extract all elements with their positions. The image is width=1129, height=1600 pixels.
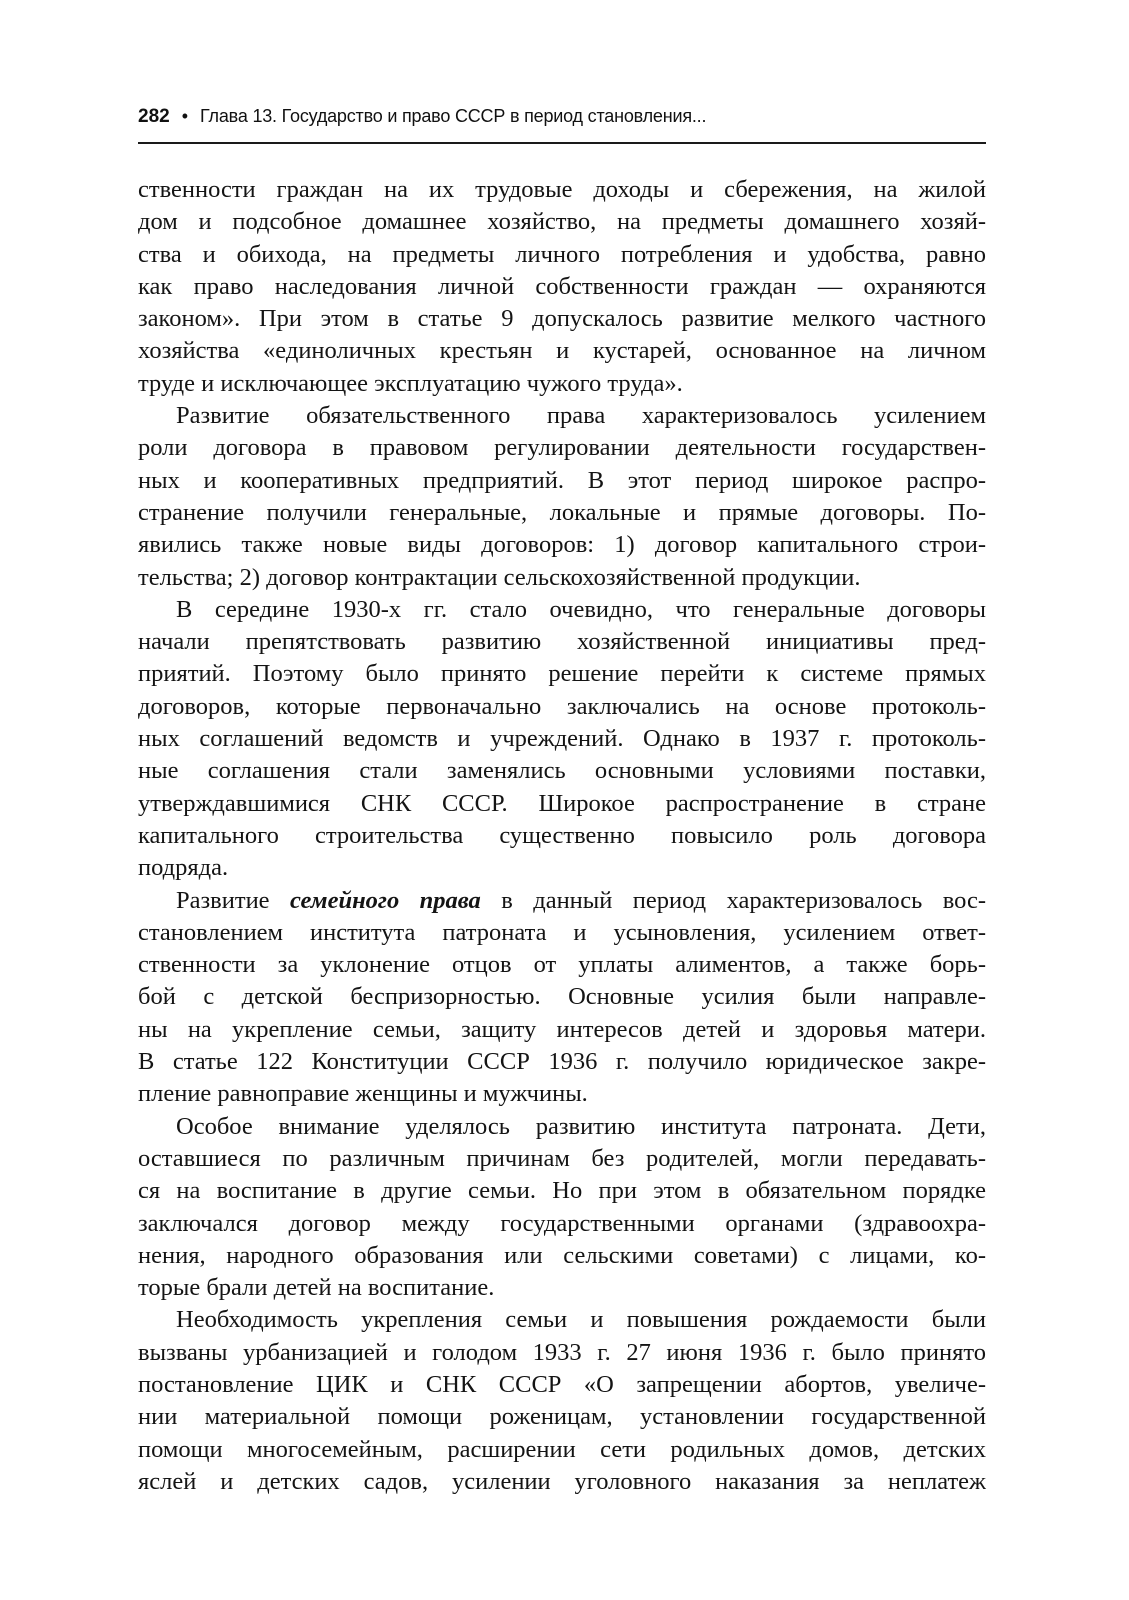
text-line: В статье 122 Конституции СССР 1936 г. получило юридическое закре- bbox=[138, 1048, 986, 1076]
running-header bbox=[138, 106, 986, 144]
paragraph bbox=[138, 885, 986, 1111]
text-line: пление равноправие женщины и мужчины. bbox=[138, 1080, 588, 1108]
text-line: бой с детской беспризорностью. Основные усилия были направле- bbox=[138, 983, 986, 1011]
text-line: роли договора в правовом регулировании деятельности государствен- bbox=[138, 434, 986, 462]
text-line: нения, народного образования или сельскими советами) с лицами, ко- bbox=[138, 1241, 986, 1269]
text-line: ства и обихода, на предметы личного потребления и удобства, равно bbox=[138, 240, 986, 268]
running-title: Глава 13. Государство и право СССР в период становления... bbox=[200, 106, 707, 126]
text-line: как право наследования личной собственности граждан — охраняются bbox=[138, 272, 986, 300]
paragraph bbox=[138, 400, 986, 594]
text-line: оставшиеся по различным причинам без родителей, могли передавать- bbox=[138, 1144, 986, 1172]
text-line: Развитие обязательственного права характеризовалось усилением bbox=[176, 402, 986, 430]
text-line: вызваны урбанизацией и голодом 1933 г. 27 июня 1936 г. было принято bbox=[138, 1338, 986, 1366]
text-line bbox=[138, 885, 986, 917]
emphasized-term: семейного права bbox=[289, 886, 481, 914]
text-line: торые брали детей на воспитание. bbox=[138, 1274, 495, 1302]
text-line: В середине 1930-х гг. стало очевидно, что генеральные договоры bbox=[176, 595, 986, 623]
text-run: Развитие bbox=[176, 886, 290, 914]
paragraph bbox=[138, 1111, 986, 1305]
text-line: становлением института патроната и усыновления, усилением ответ- bbox=[138, 918, 986, 946]
text-line: приятий. Поэтому было принято решение перейти к системе прямых bbox=[138, 660, 986, 688]
text-line: договоров, которые первоначально заключались на основе протоколь- bbox=[138, 692, 986, 720]
text-line: ся на воспитание в другие семьи. Но при этом в обязательном порядке bbox=[138, 1177, 986, 1205]
text-line: нии материальной помощи роженицам, установлении государственной bbox=[138, 1403, 986, 1431]
text-line: утверждавшимися СНК СССР. Широкое распространение в стране bbox=[138, 789, 986, 817]
text-line: ных и кооперативных предприятий. В этот период широкое распро- bbox=[138, 466, 986, 494]
text-run: в данный период характеризовалось вос- bbox=[480, 886, 986, 914]
text-line: странение получили генеральные, локальные и прямые договоры. По- bbox=[138, 498, 986, 526]
text-line: тельства; 2) договор контрактации сельскохозяйственной продукции. bbox=[138, 563, 861, 591]
text-line: помощи многосемейным, расширении сети родильных домов, детских bbox=[138, 1435, 986, 1463]
text-line: заключался договор между государственными органами (здравоохра- bbox=[138, 1209, 986, 1237]
header-bullet: • bbox=[181, 106, 189, 126]
text-line: дом и подсобное домашнее хозяйство, на предметы домашнего хозяй- bbox=[138, 208, 986, 236]
text-line: ных соглашений ведомств и учреждений. Однако в 1937 г. протоколь- bbox=[138, 725, 986, 753]
text-line: явились также новые виды договоров: 1) договор капитального строи- bbox=[138, 531, 986, 559]
text-line: начали препятствовать развитию хозяйственной инициативы пред- bbox=[138, 628, 986, 656]
text-line: законом». При этом в статье 9 допускалось развитие мелкого частного bbox=[138, 305, 986, 333]
text-line: подряда. bbox=[138, 854, 229, 882]
text-line: капитального строительства существенно повысило роль договора bbox=[138, 821, 986, 849]
paragraph bbox=[138, 174, 986, 400]
text-line: труде и исключающее эксплуатацию чужого труда». bbox=[138, 369, 683, 397]
text-line: хозяйства «единоличных крестьян и кустарей, основанное на личном bbox=[138, 337, 986, 365]
body-text bbox=[138, 174, 986, 1498]
text-line: ны на укрепление семьи, защиту интересов детей и здоровья матери. bbox=[138, 1015, 986, 1043]
text-line: яслей и детских садов, усилении уголовного наказания за неплатеж bbox=[138, 1467, 986, 1495]
text-line: постановление ЦИК и СНК СССР «О запрещении абортов, увеличе- bbox=[138, 1370, 986, 1398]
text-line: ственности граждан на их трудовые доходы и сбережения, на жилой bbox=[138, 176, 986, 203]
text-line: Необходимость укрепления семьи и повышения рождаемости были bbox=[176, 1306, 986, 1334]
text-line: ственности за уклонение отцов от уплаты алиментов, а также борь- bbox=[138, 951, 986, 979]
text-line: ные соглашения стали заменялись основными условиями поставки, bbox=[138, 757, 986, 785]
page-number: 282 bbox=[138, 106, 170, 127]
text-line: Особое внимание уделялось развитию института патроната. Дети, bbox=[176, 1112, 986, 1140]
paragraph bbox=[138, 1304, 986, 1498]
paragraph bbox=[138, 594, 986, 885]
